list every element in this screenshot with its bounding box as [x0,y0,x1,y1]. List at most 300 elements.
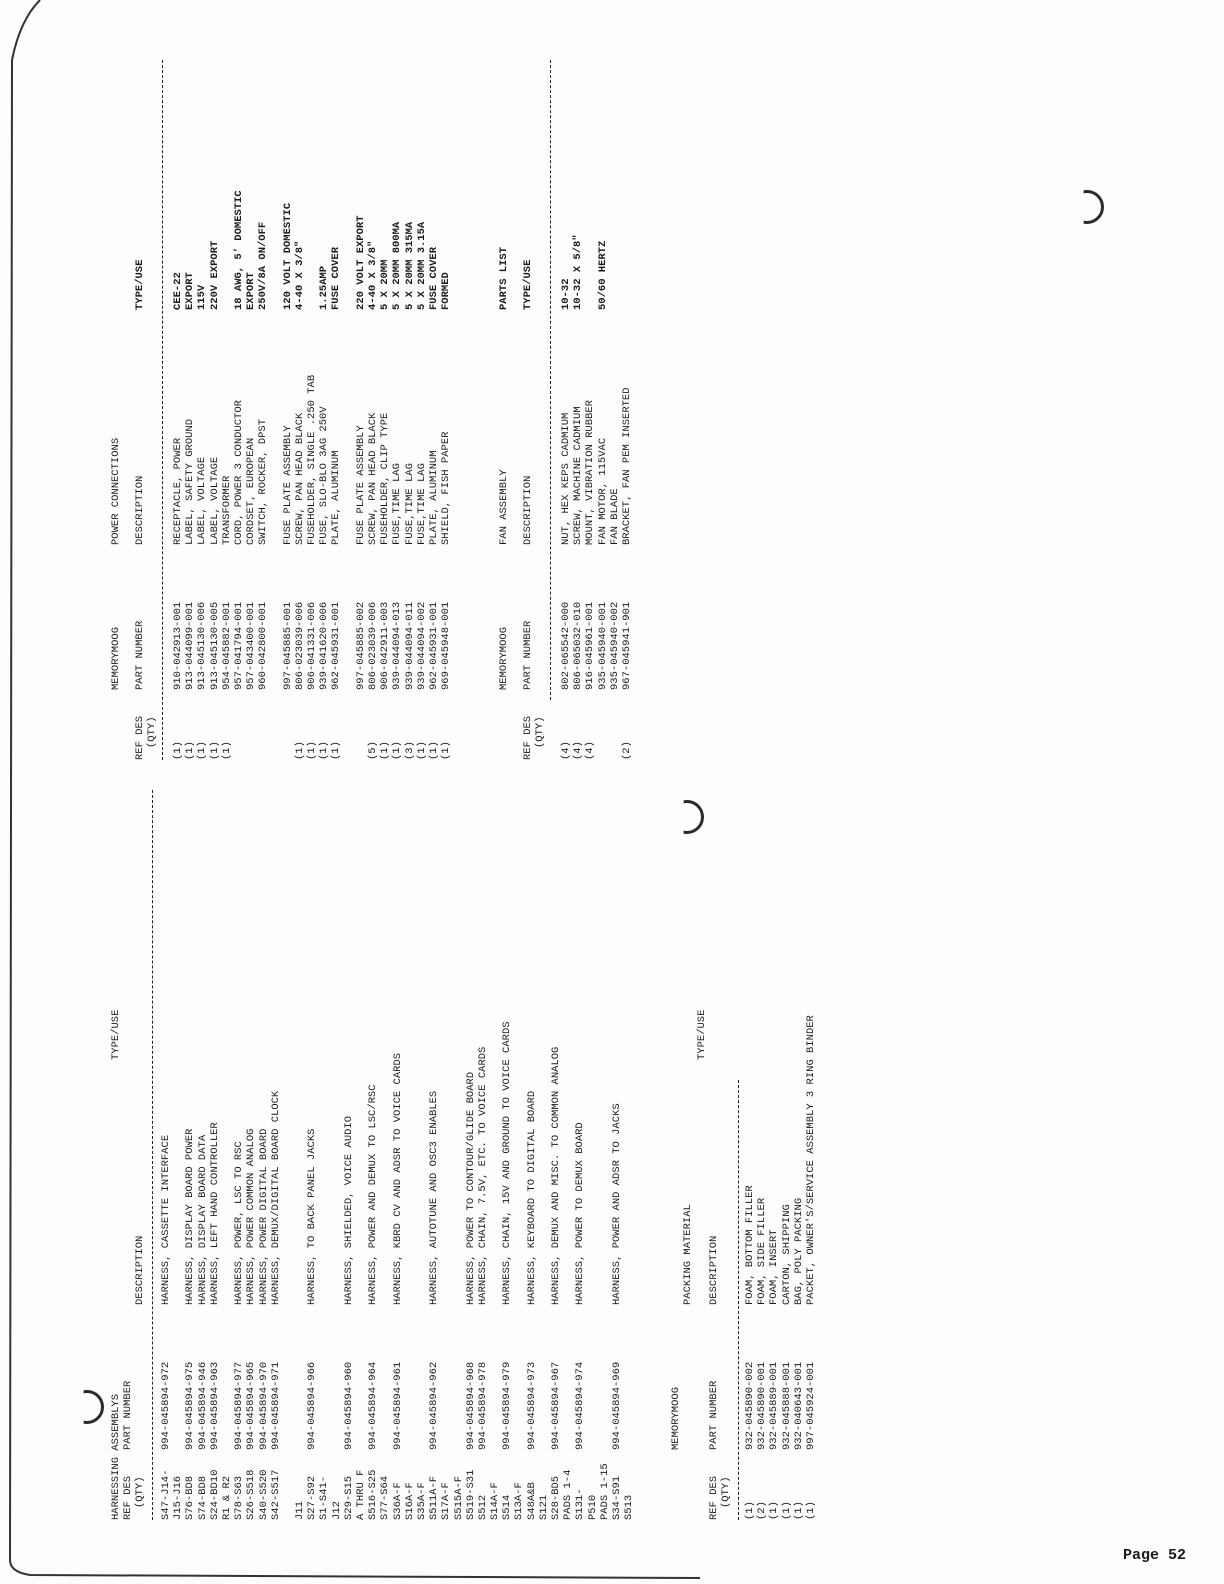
power-type-use-cell: 120 VOLT DOMESTIC [281,202,294,310]
table-row [744,790,756,1520]
harness-ref-des-cell: S78-S63 [233,1475,246,1520]
table-row [597,20,609,760]
harness-ref-des-cell: S40-S520 [257,1469,270,1520]
harness-part-number-header: PART NUMBER [122,1380,134,1450]
packing-description-header: DESCRIPTION [708,1235,720,1305]
table-row [550,790,562,1520]
power-part-number-cell: 962-045931-001 [330,601,343,690]
harness-description-cell: HARNESS, SHIELDED, VOICE AUDIO [342,1115,355,1305]
fan-qty-cell: (4) [560,741,572,760]
packing-description-cell: FOAM, BOTTOM FILLER [744,1185,756,1305]
table-row [416,790,428,1520]
harness-ref-des-cell: S77-S64 [379,1475,392,1520]
power-part-number-cell: 997-045885-002 [354,601,367,690]
table-row [756,790,768,1520]
power-qty-cell: (1) [427,741,440,760]
harness-table [160,790,635,1520]
table-row [599,790,611,1520]
power-qty-cell: (1) [293,741,306,760]
fan-description-cell: FAN MOTOR, 115VAC [596,437,609,545]
power-part-number-cell: 910-042913-001 [172,601,184,690]
right-half [110,20,633,760]
power-part-number-cell: 806-023039-006 [293,601,306,690]
harness-part-number-cell: 994-045894-977 [233,1361,246,1450]
packing-part-number-cell: 932-045889-001 [768,1361,781,1450]
power-description-cell: FUSE PLATE ASSEMBLY [281,425,294,545]
fan-part-number-header: PART NUMBER [522,620,534,690]
table-row [294,790,306,1520]
table-row [306,790,318,1520]
table-row [184,20,196,760]
table-row [584,20,596,760]
left-half [110,790,817,1520]
harness-description-cell: HARNESS, KEYBOARD TO DIGITAL BOARD [525,1090,538,1305]
harness-part-number-cell: 994-045894-961 [391,1361,404,1450]
fan-part-number-cell: 802-065542-000 [560,601,572,690]
table-row [428,20,440,760]
harness-ref-des-cell: S512 [476,1494,489,1520]
table-row [477,790,489,1520]
fan-section-title: FAN ASSEMBLY [498,469,510,545]
fan-parts-list-label: PARTS LIST [498,246,510,310]
power-type-use-cell: 5 X 20MM [379,259,392,310]
power-part-number-cell: 939-044094-011 [403,601,416,690]
harness-ref-des-cell: PADS 1-15 [598,1463,611,1520]
power-qty-cell: (1) [330,741,343,760]
harness-ref-des-cell: S513 [623,1494,636,1520]
power-description-cell: CORDSET, EUROPEAN [245,437,258,545]
power-qty-cell: (1) [391,741,404,760]
harness-description-cell: HARNESS, LEFT HAND CONTROLLER [208,1122,221,1305]
fan-description-cell: MOUNT, VIBRATION RUBBER [584,400,597,545]
table-row [355,20,367,760]
packing-description-cell: CARTON, SHIPPING [780,1204,793,1305]
harness-description-cell: HARNESS, POWER TO DEMUX BOARD [574,1122,587,1305]
packing-description-cell: FOAM, SIDE FILLER [756,1197,769,1305]
power-memorymoog-label: MEMORYMOOG [110,626,122,690]
harness-description-cell: HARNESS, DEMUX AND MISC. TO COMMON ANALOG [550,1046,562,1305]
power-description-cell: CORD, POWER 3 CONDUCTOR [232,400,245,545]
table-row [221,790,233,1520]
fan-type-use-cell: 50/60 HERTZ [596,240,609,310]
harness-description-cell: HARNESS, DISPLAY BOARD POWER [184,1128,197,1305]
table-row [621,20,633,760]
harness-ref-des-cell: S76-BD8 [184,1475,197,1520]
fan-part-number-cell: 967-045941-901 [620,601,633,690]
power-qty-cell: (1) [208,741,221,760]
harness-description-cell: HARNESS, DISPLAY BOARD DATA [196,1134,209,1305]
table-row [404,20,416,760]
table-row [526,790,538,1520]
table-row [318,790,330,1520]
power-qty-cell: (3) [403,741,416,760]
harness-part-number-cell: 994-045894-974 [574,1361,587,1450]
rotated-parts-sheet [110,20,1224,1520]
power-part-number-cell: 962-045931-001 [427,601,440,690]
table-row [609,20,621,760]
harness-ref-des-cell: J11 [294,1501,307,1520]
power-description-cell: SCREW, PAN HEAD BLACK [293,412,306,545]
power-type-use-cell: FORMED [440,272,453,310]
harness-ref-des-cell: S14A-F [489,1482,502,1520]
harness-description-cell: HARNESS, CHAIN, 15V AND GROUND TO VOICE CARDS [501,1021,514,1305]
power-description-cell: FUSE PLATE ASSEMBLY [354,425,367,545]
power-type-use-cell: 220V EXPORT [208,240,221,310]
power-part-number-cell: 957-041794-001 [232,601,245,690]
packing-qty-cell: (1) [768,1501,781,1520]
harness-part-number-cell: 994-045894-968 [464,1361,477,1450]
fan-type-use-cell: 10-32 [560,278,572,310]
table-row [623,790,635,1520]
harness-description-cell: HARNESS, DEMUX/DIGITAL BOARD CLOCK [269,1090,282,1305]
harness-ref-des-cell: S514 [501,1494,514,1520]
power-type-use-cell: 5 X 20MM 315MA [403,221,416,310]
power-part-number-cell: 913-045130-006 [196,601,209,690]
packing-header-rule [738,1080,739,1520]
harness-description-cell: HARNESS, TO BACK PANEL JACKS [306,1128,319,1305]
packing-qty-header: (QTY) [720,1476,732,1508]
harness-ref-des-cell: S29-S15 [342,1475,355,1520]
power-qty-cell: (1) [440,741,453,760]
harness-part-number-cell: 994-045894-970 [257,1361,270,1450]
harness-description-cell: HARNESS, POWER AND DEMUX TO LSC/RSC [367,1084,380,1305]
table-row [343,790,355,1520]
power-description-cell: TRANSFORMER [220,475,233,545]
harness-ref-des-cell: S519-S31 [464,1469,477,1520]
harness-ref-des-cell: J15-J16 [172,1475,185,1520]
harness-ref-des-cell: S16A-F [403,1482,416,1520]
fan-description-header: DESCRIPTION [522,475,534,545]
power-table [172,20,452,760]
power-type-use-cell: 4-40 X 3/8" [293,240,306,310]
table-row [282,20,294,760]
harness-part-number-cell: 994-045894-966 [306,1361,319,1450]
table-row [160,790,172,1520]
power-type-use-header: TYPE/USE [134,259,146,310]
power-part-number-cell: 957-043400-001 [245,601,258,690]
packing-qty-cell: (1) [744,1501,756,1520]
power-type-use-cell: 1.25AMP [318,265,331,310]
packing-table [744,790,817,1520]
harness-ref-des-cell: S131- [574,1488,587,1520]
power-qty-cell: (1) [379,741,392,760]
packing-qty-cell: (1) [792,1501,805,1520]
harness-ref-des-cell: A THRU F [355,1469,367,1520]
harness-description-cell: HARNESS, POWER DIGITAL BOARD [257,1128,270,1305]
packing-qty-cell: (2) [756,1501,769,1520]
fan-description-cell: NUT, HEX KEPS CADMIUM [560,412,572,545]
table-row [404,790,416,1520]
packing-qty-cell: (1) [804,1501,817,1520]
power-type-use-cell: 18 AWG, 5' DOMESTIC [232,190,245,310]
table-row [245,790,257,1520]
harness-header-rule [152,790,153,1520]
fan-type-use-header: TYPE/USE [522,259,534,310]
power-qty-cell: (1) [415,741,428,760]
packing-part-number-cell: 932-045888-001 [780,1361,793,1450]
harness-qty-header: (QTY) [134,1476,146,1508]
fan-type-use-cell: 10-32 X 5/8" [572,234,585,310]
fan-header-rule [550,60,551,700]
harness-part-number-cell: 994-045894-965 [245,1361,258,1450]
power-description-cell: PLATE, ALUMINUM [330,450,343,545]
power-type-use-cell: 220 VOLT EXPORT [354,215,367,310]
table-row [489,790,501,1520]
harness-ref-des-cell: S121 [537,1494,550,1520]
table-row [331,790,343,1520]
fan-part-number-cell: 916-045961-001 [584,601,597,690]
table-row [513,790,525,1520]
harness-part-number-cell: 994-045894-946 [196,1361,209,1450]
harness-part-number-cell: 994-045894-971 [269,1361,282,1450]
harness-ref-des-cell: S48A&B [525,1482,538,1520]
power-part-number-cell: 969-045948-001 [440,601,453,690]
fan-description-cell: FAN BLADE [608,488,621,545]
harness-type-use-header: TYPE/USE [110,1009,122,1060]
power-part-number-cell: 939-044094-002 [415,601,428,690]
table-row [196,20,208,760]
table-row [172,20,184,760]
table-row [440,790,452,1520]
packing-part-number-cell: 932-045890-001 [756,1361,769,1450]
table-row [172,790,184,1520]
harness-ref-des-cell: S28-BD5 [550,1475,562,1520]
packing-qty-cell: (1) [780,1501,793,1520]
table-row [367,20,379,760]
fan-memorymoog-label: MEMORYMOOG [498,626,510,690]
table-row [330,20,342,760]
power-part-number-cell: 997-045885-001 [281,601,294,690]
table-row [453,790,465,1520]
table-row [416,20,428,760]
harness-ref-des-cell: S516-S25 [367,1469,380,1520]
harness-section-title: HARNESSING ASSEMBLYS [110,1393,122,1520]
power-description-cell: FUSEHOLDER, SINGLE .250 TAB [306,374,319,545]
fan-table [560,20,633,760]
power-part-number-header: PART NUMBER [134,620,146,690]
harness-part-number-cell: 994-045894-964 [367,1361,380,1450]
harness-ref-des-cell: S34-S91 [610,1475,623,1520]
power-part-number-cell: 913-044099-001 [184,601,197,690]
table-row [805,790,817,1520]
page-number: Page 52 [1122,1547,1186,1564]
power-description-cell: LABEL, VOLTAGE [208,456,221,545]
power-type-use-cell: 5 X 20MM 800MA [391,221,404,310]
fan-qty-cell: (4) [572,741,585,760]
harness-description-cell: HARNESS, POWER COMMON ANALOG [245,1128,258,1305]
power-type-use-cell: 250V/8A ON/OFF [257,221,270,310]
table-row [392,790,404,1520]
harness-part-number-cell: 994-045894-972 [160,1361,172,1450]
packing-ref-des-header: REF DES [708,1475,720,1520]
table-row [440,20,452,760]
harness-ref-des-cell: S17A-F [440,1482,453,1520]
power-part-number-cell: 806-023039-006 [367,601,379,690]
packing-part-number-cell: 932-045890-002 [744,1361,756,1450]
power-part-number-cell: 954-045882-001 [220,601,233,690]
power-type-use-cell: FUSE COVER [427,246,440,310]
fan-ref-des-header: REF DES [522,715,534,760]
power-part-number-cell: 939-041620-006 [318,601,331,690]
fan-qty-cell: (4) [584,741,597,760]
harness-part-number-cell: 994-045894-962 [428,1361,441,1450]
table-row [245,20,257,760]
table-row [379,20,391,760]
power-description-cell: FUSE,TIME LAG [403,463,416,545]
table-row [270,20,282,760]
table-row [257,20,269,760]
power-description-cell: SWITCH, ROCKER, DPST [257,418,270,545]
table-row [367,790,379,1520]
harness-part-number-cell: 994-045894-963 [208,1361,221,1450]
table-row [294,20,306,760]
power-qty-cell: (5) [367,741,379,760]
power-type-use-cell: CEE-22 [172,272,184,310]
power-description-cell: FUSE,TIME LAG [391,463,404,545]
harness-ref-des-cell: S42-S517 [269,1469,282,1520]
harness-description-header: DESCRIPTION [134,1235,146,1305]
power-description-cell: RECEPTACLE, POWER [172,437,184,545]
fan-part-number-cell: 935-045940-001 [596,601,609,690]
harness-description-cell: HARNESS, CHAIN, 7.5V, ETC. TO VOICE CARDS [476,1046,489,1305]
power-type-use-cell: EXPORT [184,272,197,310]
table-row [538,790,550,1520]
table-row [282,790,294,1520]
fan-description-cell: SCREW, MACHINE CADMIUM [572,406,585,545]
harness-ref-des-cell: J12 [330,1501,343,1520]
harness-description-cell: HARNESS, KBRD CV AND ADSR TO VOICE CARDS [391,1052,404,1305]
power-part-number-cell: 939-044094-013 [391,601,404,690]
table-row [572,20,584,760]
table-row [221,20,233,760]
power-type-use-cell: FUSE COVER [330,246,343,310]
power-qty-cell: (1) [196,741,209,760]
table-row [233,790,245,1520]
harness-description-cell: HARNESS, POWER TO CONTOUR/GLIDE BOARD [464,1071,477,1305]
fan-description-cell: BRACKET, FAN PEM INSERTED [620,387,633,545]
harness-part-number-cell: 994-045894-975 [184,1361,197,1450]
table-row [768,790,780,1520]
power-qty-cell: (1) [306,741,319,760]
table-row [197,790,209,1520]
power-description-cell: FUSE,TIME LAG [415,463,428,545]
power-part-number-cell: 913-045130-005 [208,601,221,690]
table-row [209,20,221,760]
table-row [574,790,586,1520]
power-description-cell: PLATE, ALUMINUM [427,450,440,545]
power-qty-cell: (1) [220,741,233,760]
table-row [355,790,367,1520]
power-description-cell: FUSE, SLO-BLO 3AG 250V [318,406,331,545]
power-part-number-cell: 906-042911-003 [379,601,392,690]
table-row [184,790,196,1520]
harness-ref-des-cell: S47-J14- [160,1469,172,1520]
harness-ref-des-cell: S24-BD10 [208,1469,221,1520]
table-row [318,20,330,760]
power-header-rule [162,60,163,760]
packing-part-number-cell: 997-045924-001 [804,1361,817,1450]
table-row [306,20,318,760]
fan-part-number-cell: 806-065032-010 [572,601,585,690]
power-description-cell: SCREW, PAN HEAD BLACK [367,412,379,545]
power-description-cell: LABEL, VOLTAGE [196,456,209,545]
harness-ref-des-cell: PADS 1-4 [562,1469,575,1520]
table-row [587,790,599,1520]
table-row [781,790,793,1520]
harness-ref-des-cell: S26-S518 [245,1469,258,1520]
harness-ref-des-cell: P510 [586,1494,599,1520]
power-description-cell: FUSEHOLDER, CLIP TYPE [379,412,392,545]
power-type-use-cell: EXPORT [245,272,258,310]
harness-ref-des-cell: S27-S92 [306,1475,319,1520]
power-ref-des-header: REF DES [134,715,146,760]
power-description-header: DESCRIPTION [134,475,146,545]
fan-part-number-cell: 935-045940-002 [608,601,621,690]
power-qty-cell: (1) [318,741,331,760]
packing-part-number-header: PART NUMBER [708,1380,720,1450]
packing-description-cell: FOAM, INSERT [768,1229,781,1305]
harness-ref-des-cell: S35A-F [415,1482,428,1520]
table-row [209,790,221,1520]
fan-qty-cell: (2) [620,741,633,760]
power-description-cell: SHIELD, FISH PAPER [440,431,453,545]
table-row [258,790,270,1520]
table-row [562,790,574,1520]
packing-type-use-header: TYPE/USE [696,1009,708,1060]
power-type-use-cell: 5 X 20MM 3.15A [415,221,428,310]
power-section-title: POWER CONNECTIONS [110,437,122,545]
table-row [793,790,805,1520]
harness-ref-des-cell: S1-S41- [318,1475,331,1520]
harness-ref-des-cell: S74-BD8 [196,1475,209,1520]
harness-part-number-cell: 994-045894-973 [525,1361,538,1450]
harness-part-number-cell: 994-045894-978 [476,1361,489,1450]
table-row [270,790,282,1520]
power-qty-cell: (1) [184,741,197,760]
harness-part-number-cell: 994-045894-979 [501,1361,514,1450]
harness-part-number-cell: 994-045894-967 [550,1361,562,1450]
power-qty-header: (QTY) [146,716,158,748]
power-qty-cell: (1) [172,741,184,760]
packing-part-number-cell: 932-040643-001 [792,1361,805,1450]
packing-section-title: PACKING MATERIAL [682,1204,694,1305]
harness-ref-des-cell: S511A-F [428,1475,441,1520]
packing-description-cell: PACKET, OWNER'S/SERVICE ASSEMBLY 3 RING BINDER [804,1015,817,1305]
power-description-cell: LABEL, SAFETY GROUND [184,418,197,545]
power-part-number-cell: 906-041331-006 [306,601,319,690]
table-row [611,790,623,1520]
harness-part-number-cell: 994-045894-960 [342,1361,355,1450]
table-row [233,20,245,760]
packing-memorymoog-label: MEMORYMOOG [670,1386,682,1450]
table-row [560,20,572,760]
table-row [465,790,477,1520]
table-row [343,20,355,760]
fan-qty-header: (QTY) [534,716,546,748]
harness-description-cell: HARNESS, AUTOTUNE AND OSC3 ENABLES [428,1090,441,1305]
packing-description-cell: BAG, POLY PACKING [792,1197,805,1305]
power-type-use-cell: 115V [196,284,209,310]
harness-description-cell: HARNESS, POWER AND ADSR TO JACKS [610,1103,623,1305]
power-type-use-cell: 4-40 X 3/8" [367,240,379,310]
table-row [391,20,403,760]
power-part-number-cell: 960-042800-001 [257,601,270,690]
harness-ref-des-header: REF DES [122,1475,134,1520]
harness-ref-des-cell: R1 & R2 [220,1475,233,1520]
table-row [428,790,440,1520]
harness-part-number-cell: 994-045894-969 [610,1361,623,1450]
table-row [379,790,391,1520]
